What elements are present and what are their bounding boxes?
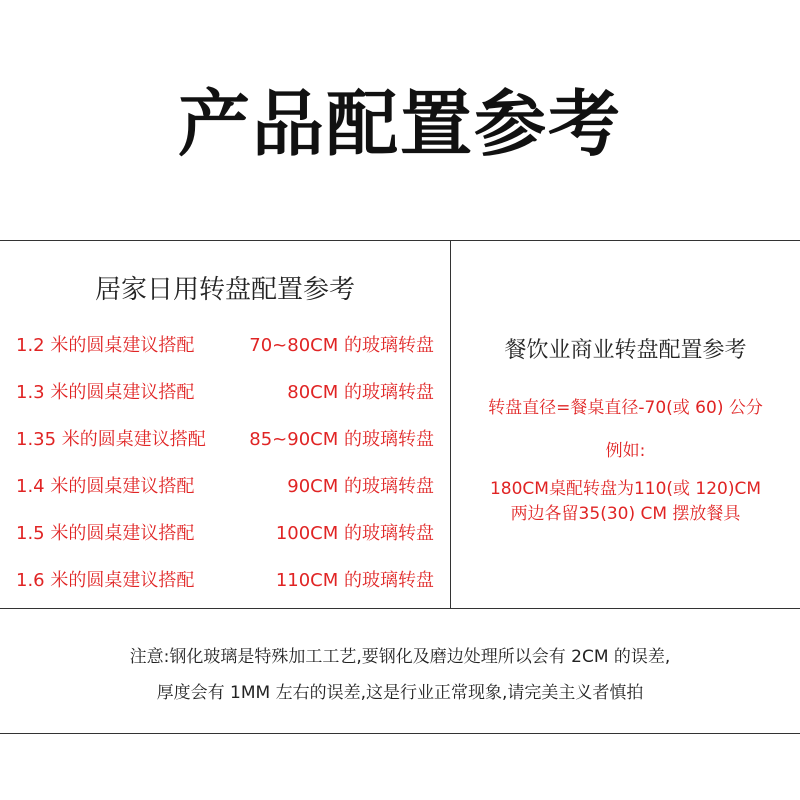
glass-size-text: 80CM 的玻璃转盘 [287,382,434,403]
config-row [0,425,450,455]
config-row [0,331,450,361]
table-size-text: 1.6 米的圆桌建议搭配 [16,570,195,591]
example-line: 180CM桌配转盘为110(或 120)CM [489,479,762,499]
glass-size-text: 70~80CM 的玻璃转盘 [249,335,434,356]
glass-size-text: 100CM 的玻璃转盘 [275,523,434,544]
table-size-text: 1.5 米的圆桌建议搭配 [16,523,195,544]
config-row [0,378,450,408]
config-table [0,240,800,734]
note-line: 注意:钢化玻璃是特殊加工工艺,要钢化及磨边处理所以会有 2CM 的误差, [129,647,671,667]
commercial-config-heading: 餐饮业商业转盘配置参考 [504,338,747,363]
table-size-text: 1.2 米的圆桌建议搭配 [16,335,195,356]
example-line: 两边各留35(30) CM 摆放餐具 [510,504,741,524]
column-divider [450,241,451,608]
example-label: 例如: [605,441,646,461]
page-title: 产品配置参考 [177,82,622,166]
config-row [0,519,450,549]
glass-size-text: 85~90CM 的玻璃转盘 [249,429,434,450]
diameter-formula: 转盘直径=餐桌直径-70(或 60) 公分 [488,398,763,418]
home-config-heading: 居家日用转盘配置参考 [94,275,355,305]
config-row [0,566,450,596]
note-line: 厚度会有 1MM 左右的误差,这是行业正常现象,请完美主义者慎拍 [156,683,644,703]
table-size-text: 1.4 米的圆桌建议搭配 [16,476,195,497]
row-divider [0,608,800,609]
glass-size-text: 90CM 的玻璃转盘 [287,476,434,497]
table-size-text: 1.3 米的圆桌建议搭配 [16,382,195,403]
config-row [0,472,450,502]
glass-size-text: 110CM 的玻璃转盘 [275,570,434,591]
table-size-text: 1.35 米的圆桌建议搭配 [16,429,206,450]
